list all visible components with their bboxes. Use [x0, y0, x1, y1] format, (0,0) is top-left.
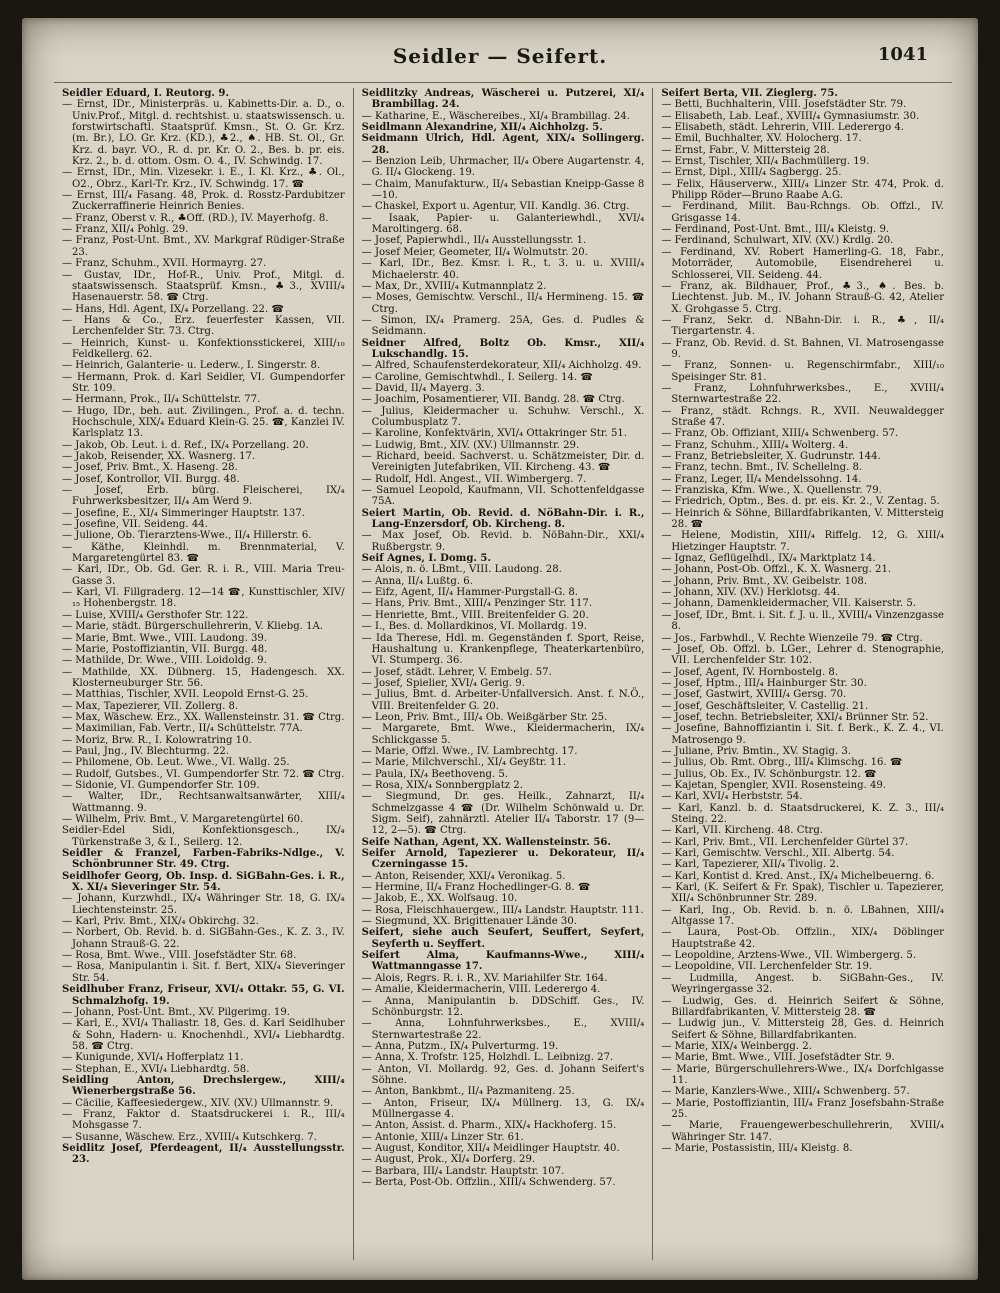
directory-entry: — Juliane, Priv. Bmtin., XV. Stagig. 3. — [661, 745, 852, 757]
directory-entry: — Samuel Leopold, Kaufmann, VII. Schottenfeldgasse 75A. — [361, 485, 645, 508]
directory-entry: — Marie, Postassistin, III/₄ Kleistg. 8. — [661, 1142, 853, 1154]
directory-entry: Seidling Anton, Drechslergew., XIII/₄ Wienerbergstraße 56. — [62, 1074, 345, 1098]
directory-entry: — Barbara, III/₄ Landstr. Hauptstr. 107. — [361, 1165, 565, 1177]
directory-entry: — Franz, Schuhm., XIII/₄ Wolterg. 4. — [661, 439, 849, 451]
directory-entry: — Hermann, Prok., II/₄ Schüttelstr. 77. — [62, 394, 261, 406]
directory-entry: — Josef Meier, Geometer, II/₄ Wolmutstr. 20. — [361, 246, 588, 258]
directory-entry: Seidmann Ulrich, Hdl. Agent, XIX/₄ Sollingerg. 28. — [361, 133, 645, 156]
directory-entry: — Josef, städt. Lehrer, V. Embelg. 57. — [361, 666, 552, 678]
column-3 — [652, 88, 952, 1260]
directory-entry: — Julius, Kleidermacher u. Schuhw. Verschl., X. Columbusplatz 7. — [361, 405, 645, 428]
directory-entry: — Johann, Post-Ob. Offzl., K. X. Wasnerg. 21. — [661, 564, 892, 576]
directory-entry: — Hans, Hdl. Agent, IX/₄ Porzellang. 22. ☎ — [62, 303, 284, 315]
directory-entry: — Jakob, Reisender, XX. Wasnerg. 17. — [62, 451, 256, 462]
directory-entry: — Anton, Reisender, XXI/₄ Veronikag. 5. — [361, 870, 566, 882]
directory-entry: — Max, Dr., XVIII/₄ Kutmannplatz 2. — [361, 280, 547, 292]
directory-entry: — Anna, Putzm., IX/₄ Pulverturmg. 19. — [361, 1040, 559, 1052]
directory-entry: — Heinrich, Galanterie- u. Lederw., I. Singerstr. 8. — [62, 360, 321, 372]
directory-entry: — Ludwig, Bmt., XIV. (XV.) Ullmannstr. 29. — [361, 439, 580, 451]
directory-entry: — Ferdinand, XV. Robert Hamerling-G. 18, Fabr., Motorräder, Automobile, Eisendreherei u. Schlosserei, VII. Seideng. 44. — [661, 246, 945, 281]
directory-entry: — Franz, Leger, II/₄ Mendelssohng. 14. — [661, 473, 862, 485]
directory-entry: — Elisabeth, Lab. Leaf., XVIII/₄ Gymnasiumstr. 30. — [661, 110, 920, 122]
directory-entry: — Benzion Leib, Uhrmacher, II/₄ Obere Augartenstr. 4, G. II/₄ Glockeng. 19. — [361, 156, 645, 179]
directory-entry: — Moriz, Brw. R., I. Kolowratring 10. — [62, 734, 252, 746]
directory-entry: — Hans, Priv. Bmt., XIII/₄ Penzinger Str. 117. — [361, 598, 593, 610]
directory-entry: — Ernst, Tischler, XII/₄ Bachmüllerg. 19. — [661, 156, 870, 168]
directory-entry: — Josef, Kontrollor, VII. Burgg. 48. — [62, 473, 240, 485]
directory-entry: — I., Bes. d. Mollardkinos, VI. Mollardg. 19. — [361, 621, 587, 633]
directory-entry: — Isaak, Papier- u. Galanteriewhdl., XVI/₄ Maroltingerg. 68. — [361, 212, 645, 236]
directory-entry: Seidler Eduard, I. Reutorg. 9. — [62, 88, 229, 99]
directory-entry: — Julius, Bmt. d. Arbeiter-Unfallversich. Anst. f. N.Ö., VIII. Breitenfelder G. 20. — [361, 689, 645, 712]
directory-entry: — Franz, Oberst v. R., ♣Off. (RD.), IV. Mayerhofg. 8. — [62, 212, 329, 224]
directory-entry: — Josef, techn. Betriebsleiter, XXI/₄ Brünner Str. 52. — [661, 711, 929, 723]
directory-entry: — Franz, ak. Bildhauer, Prof., ♣3., ♠. Bes. b. Liechtenst. Jub. M., IV. Johann Strauß-G. 42, Atelier X. Grohgasse 5. Ctrg. — [661, 280, 945, 315]
directory-entry: — Josef, IDr., Bmt. i. Sit. f. J. u. ll., XVIII/₄ Vinzenzgasse 8. — [661, 609, 945, 633]
directory-entry: — Alfred, Schaufensterdekorateur, XII/₄ Aichholzg. 49. — [361, 360, 642, 372]
directory-entry: — Johann, Damenkleidermacher, VII. Kaiserstr. 5. — [661, 598, 916, 610]
directory-entry: — Marie, Postoffiziantin, III/₄ Franz Josefsbahn-Straße 25. — [661, 1097, 945, 1120]
directory-entry: — Mathilde, XX. Dübnerg. 15, Hadengesch. XX. Klosterneuburger Str. 56. — [62, 666, 345, 689]
directory-entry: — Walter, IDr., Rechtsanwaltsanwärter, XIII/₄ Wattmanng. 9. — [62, 791, 345, 814]
directory-entry: — Hugo, IDr., beh. aut. Zivilingen., Prof. a. d. techn. Hochschule, XIX/₄ Eduard Klein-G. 25. ☎, Kanzlei IV. Karlsplatz 13. — [62, 405, 345, 440]
directory-entry: Seidner Alfred, Boltz Ob. Kmsr., XII/₄ Lukschandlg. 15. — [361, 337, 645, 360]
directory-entry: — Anton, Friseur, IX/₄ Müllnerg. 13, G. IX/₄ Müllnergasse 4. — [361, 1097, 645, 1120]
directory-entry: — Anton, Assist. d. Pharm., XIX/₄ Hackhoferg. 15. — [361, 1120, 617, 1132]
directory-entry: — Chaskel, Export u. Agentur, VII. Kandlg. 36. Ctrg. — [361, 201, 630, 213]
directory-entry: — Johann, XIV. (XV.) Herklotsg. 44. — [661, 587, 841, 599]
directory-entry: — Betti, Buchhalterin, VIII. Josefstädter Str. 79. — [661, 99, 907, 111]
directory-entry: — Franz, Lohnfuhrwerksbes., E., XVIII/₄ Sternwartestraße 22. — [661, 382, 945, 406]
directory-entry: — Mathilde, Dr. Wwe., VIII. Loidoldg. 9. — [62, 655, 267, 667]
directory-entry: — Jakob, E., XX. Wolfsaug. 10. — [361, 893, 518, 905]
directory-entry: — Josefine, E., XI/₄ Simmeringer Hauptstr. 137. — [62, 507, 305, 519]
directory-entry: — Karl, Ing., Ob. Revid. b. n. ö. LBahnen, XIII/₄ Altgasse 17. — [661, 904, 945, 928]
directory-entry: — Hans & Co., Erz. feuerfester Kassen, VII. Lerchenfelder Str. 73. Ctrg. — [62, 314, 345, 338]
directory-entry: — Sidonie, VI. Gumpendorfer Str. 109. — [62, 779, 260, 791]
directory-entry: — Siegmund, XX. Brigittenauer Lände 30. — [361, 916, 577, 928]
directory-entry: — Karl, Kanzl. b. d. Staatsdruckerei, K. Z. 3., III/₄ Steing. 22. — [661, 802, 945, 825]
directory-entry: — Ferdinand, Schulwart, XIV. (XV.) Krdlg. 20. — [661, 235, 894, 247]
directory-entry: — Marie, Offzl. Wwe., IV. Lambrechtg. 17. — [361, 745, 578, 757]
directory-entry: — Käthe, Kleinhdl. m. Brennmaterial, V. Margaretengürtel 83. ☎ — [62, 541, 345, 565]
directory-entry: — Richard, beeid. Sachverst. u. Schätzmeister, Dir. d. Vereinigten Jutefabriken, VII. Kircheng. 43. ☎ — [361, 451, 645, 474]
directory-entry: — Karl, VII. Kircheng. 48. Ctrg. — [661, 825, 823, 837]
directory-entry: — Josef, Hptm., III/₄ Hainburger Str. 30. — [661, 677, 867, 689]
directory-entry: — Philomene, Ob. Leut. Wwe., VI. Wallg. 25. — [62, 757, 290, 769]
directory-entry: Seifert Berta, VII. Zieglerg. 75. — [661, 88, 838, 99]
directory-entry: — Cäcilie, Kaffeesiedergew., XIV. (XV.) Ullmannstr. 9. — [62, 1097, 334, 1109]
column-1 — [54, 88, 353, 1260]
directory-entry: Seidler & Franzel, Farben-Fabriks-Ndlge., V. Schönbrunner Str. 49. Ctrg. — [62, 848, 345, 871]
directory-entry: — Franz, Schuhm., XVII. Hormayrg. 27. — [62, 258, 267, 270]
directory-entry: — Josef, Priv. Bmt., X. Haseng. 28. — [62, 462, 238, 474]
directory-entry: — Alois, n. ö. LBmt., VIII. Laudong. 28. — [361, 564, 562, 576]
directory-entry: Seifert, siehe auch Seufert, Seuffert, Seyfert, Seyferth u. Seyffert. — [361, 927, 645, 950]
directory-entry: Seife Nathan, Agent, XX. Wallensteinstr. 56. — [361, 836, 611, 848]
directory-entry: — Hermann, Prok. d. Karl Seidler, VI. Gumpendorfer Str. 109. — [62, 371, 345, 394]
directory-entry: — Amalie, Kleidermacherin, VIII. Lederergo 4. — [361, 984, 601, 996]
directory-entry: — Katharine, E., Wäschereibes., XI/₄ Brambillag. 24. — [361, 110, 630, 122]
directory-entry: — Marie, Milchverschl., XI/₄ Geyßtr. 11. — [361, 757, 566, 769]
directory-entry: — Josef, Papierwhdl., II/₄ Ausstellungsstr. 1. — [361, 235, 587, 247]
directory-entry: — Stephan, E., XVI/₄ Liebhardtg. 58. — [62, 1063, 250, 1075]
directory-entry: — Ferdinand, Milit. Bau-Rchngs. Ob. Offzl., IV. Grisgasse 14. — [661, 201, 945, 224]
directory-entry: — Emil, Buchhalter, XV. Holocherg. 17. — [661, 133, 862, 145]
directory-entry: — Johann, Priv. Bmt., XV. Geibelstr. 108. — [661, 575, 868, 587]
directory-entry: — Paul, Jng., IV. Blechturmg. 22. — [62, 745, 230, 757]
directory-entry: — Jakob, Ob. Leut. i. d. Ref., IX/₄ Porzellang. 20. — [62, 439, 309, 451]
directory-entry: — Wilhelm, Priv. Bmt., V. Margaretengürtel 60. — [62, 814, 304, 825]
directory-entry: — Heinrich, Kunst- u. Konfektionsstickerei, XIII/₁₀ Feldkellerg. 62. — [62, 337, 345, 360]
directory-entry: — Friedrich, Optm., Bes. d. pr. eis. Kr. 2., V. Zentag. 5. — [661, 496, 940, 508]
directory-entry: — Franz, Sekr. d. NBahn-Dir. i. R., ♣, II/₄ Tiergartenstr. 4. — [661, 314, 945, 338]
directory-entry: Seiert Martin, Ob. Revid. d. NöBahn-Dir. i. R., Lang-Enzersdorf, Ob. Kircheng. 8. — [361, 507, 645, 531]
directory-entry: — Anna, II/₄ Lußtg. 6. — [361, 575, 473, 587]
directory-entry: — Marie, Bmt. Wwe., VIII. Josefstädter Str. 9. — [661, 1052, 895, 1064]
directory-entry: — Ferdinand, Post-Unt. Bmt., III/₄ Kleistg. 9. — [661, 224, 890, 236]
directory-entry: — Kunigunde, XVI/₄ Hofferplatz 11. — [62, 1052, 244, 1064]
directory-entry: — Ernst, Dipl., XIII/₄ Sagbergg. 25. — [661, 167, 842, 179]
directory-entry: — Ignaz, Geflügelhdl., IX/₄ Marktplatz 14. — [661, 553, 876, 565]
directory-entry: — Karl, Priv. Bmt., XIX/₄ Obkirchg. 32. — [62, 916, 259, 928]
directory-entry: — Leopoldine, Arztens-Wwe., VII. Wimbergerg. 5. — [661, 950, 917, 962]
directory-entry: — Franz, XII/₄ Pohlg. 29. — [62, 224, 189, 236]
directory-entry: — Karl, IDr., Bez. Kmsr. i. R., t. 3. u. u. XVIII/₄ Michaelerstr. 40. — [361, 258, 645, 281]
directory-entry: — Marie, Bürgerschullehrers-Wwe., IX/₄ Dorfchlgasse 11. — [661, 1063, 945, 1086]
directory-entry: — August, Prok., XI/₄ Dorferg. 29. — [361, 1154, 536, 1166]
directory-entry: — Ludmilla, Angest. b. SiGBahn-Ges., IV. Weyringergasse 32. — [661, 972, 945, 996]
directory-entry: — August, Konditor, XII/₄ Meidlinger Hauptstr. 40. — [361, 1142, 620, 1154]
directory-entry: — Siegmund, Dr. ges. Heilk., Zahnarzt, II/₄ Schmelzgasse 4 ☎ (Dr. Wilhelm Schönwald u. Dr. Sigm. Seif), zahnärztl. Atelier II/₄ Taborstr. 17 (9—12, 2—5). ☎ Ctrg. — [361, 791, 645, 837]
directory-entry: — Marie, Frauengewerbeschullehrerin, XVIII/₄ Währinger Str. 147. — [661, 1120, 945, 1143]
directory-entry: — Josefine, VII. Seideng. 44. — [62, 519, 208, 531]
directory-entry: — Max, Tapezierer, VII. Zollerg. 8. — [62, 700, 239, 712]
directory-entry: — Ernst, III/₄ Fasang. 48, Prok. d. Rosstz-Pardubitzer Zuckerraffinerie Heinrich Benies. — [62, 190, 345, 213]
directory-entry: — Karoline, Konfektvärin, XVI/₄ Ottakringer Str. 51. — [361, 428, 628, 440]
directory-entry: — Rudolf, Hdl. Angest., VII. Wimbergerg. 7. — [361, 473, 587, 485]
directory-entry: — Rosa, Fleischhauergew., III/₄ Landstr. Hauptstr. 111. — [361, 904, 644, 916]
directory-entry: Seidlhuber Franz, Friseur, XVI/₄ Ottakr. 55, G. VI. Schmalzhofg. 19. — [62, 984, 345, 1007]
page-number: 1041 — [877, 44, 928, 65]
directory-entry: — Anton, VI. Mollardg. 92, Ges. d. Johann Seifert's Söhne. — [361, 1063, 645, 1086]
directory-entry: — Josef, Ob. Offzl. b. LGer., Lehrer d. Stenographie, VII. Lerchenfelder Str. 102. — [661, 643, 945, 667]
directory-entry: — Max, Wäschew. Erz., XX. Wallensteinstr. 31. ☎ Ctrg. — [62, 711, 345, 723]
directory-entry: — Margarete, Bmt. Wwe., Kleidermacherin, IX/₄ Schlickgasse 5. — [361, 723, 645, 746]
directory-entry: — Felix, Häuserverw., XIII/₄ Linzer Str. 474, Prok. d. Philipp Röder—Bruno Raabe A.G. — [661, 178, 945, 202]
directory-entry: — Norbert, Ob. Revid. b. d. SiGBahn-Ges., K. Z. 3., IV. Johann Strauß-G. 22. — [62, 927, 345, 950]
directory-entry: — Johann, Kurzwhdl., IX/₄ Währinger Str. 18, G. IX/₄ Liechtensteinstr. 25. — [62, 893, 345, 916]
directory-entry: — Franziska, Kfm. Wwe., X. Quellenstr. 79. — [661, 485, 882, 497]
directory-entry: — Alois, Regrs. R. i. R., XV. Mariahilfer Str. 164. — [361, 972, 608, 984]
directory-entry: — Chaim, Manufakturw., II/₄ Sebastian Kneipp-Gasse 8—10. — [361, 178, 645, 202]
directory-entry: — Helene, Modistin, XIII/₄ Riffelg. 12, G. XIII/₄ Hietzinger Hauptstr. 7. — [661, 530, 945, 553]
directory-entry: — Karl, (K. Seifert & Fr. Spak), Tischler u. Tapezierer, XII/₄ Schönbrunner Str. 289. — [661, 882, 945, 905]
directory-entry: Seidler-Edel Sidi, Konfektionsgesch., IX/₄ Türkenstraße 3, & I., Seilerg. 12. — [62, 825, 345, 848]
directory-entry: — Anna, Lohnfuhrwerksbes., E., XVIII/₄ Sternwartestraße 22. — [361, 1018, 645, 1041]
directory-entry: — Marie, Kanzlers-Wwe., XIII/₄ Schwenberg. 57. — [661, 1086, 910, 1098]
directory-entry: — Karl, VI. Fillgraderg. 12—14 ☎, Kunsttischler, XIV/₁₅ Hohenbergstr. 18. — [62, 587, 345, 610]
directory-entry: — Matthias, Tischler, XVII. Leopold Ernst-G. 25. — [62, 689, 309, 701]
directory-entry: — Josef, Gastwirt, XVIII/₄ Gersg. 70. — [661, 689, 847, 701]
directory-entry: — Marie, Postoffiziantin, VII. Burgg. 48. — [62, 643, 268, 655]
directory-entry: — Eifz, Agent, II/₄ Hammer-Purgstall-G. 8. — [361, 587, 578, 599]
directory-entry: — Julione, Ob. Tierarztens-Wwe., II/₄ Hillerstr. 6. — [62, 530, 312, 542]
directory-entry: — Kajetan, Spengler, XVII. Rosensteing. 49. — [661, 779, 887, 791]
directory-entry: — Simon, IX/₄ Pramerg. 25A, Ges. d. Pudles & Seidmann. — [361, 314, 645, 338]
directory-entry: — Jos., Farbwhdl., V. Rechte Wienzeile 79. ☎ Ctrg. — [661, 632, 923, 644]
directory-entry: — Hermine, II/₄ Franz Hochedlinger-G. 8. ☎ — [361, 882, 591, 894]
directory-entry: — Josef, Spielier, XVI/₄ Gerig. 9. — [361, 677, 525, 689]
directory-entry: Seidlitz Josef, Pferdeagent, II/₄ Ausstellungsstr. 23. — [62, 1142, 345, 1166]
directory-entry: — Laura, Post-Ob. Offzlin., XIX/₄ Döblinger Hauptstraße 42. — [661, 927, 945, 950]
directory-entry: Seif Agnes, I. Domg. 5. — [361, 553, 491, 565]
directory-entry: — Johann, Post-Unt. Bmt., XV. Pilgerimg. 19. — [62, 1006, 290, 1018]
directory-entry: — Rosa, Manipulantin i. Sit. f. Bert, XIX/₄ Sieveringer Str. 54. — [62, 961, 345, 984]
directory-entry: — Ernst, IDr., Ministerpräs. u. Kabinetts-Dir. a. D., o. Univ.Prof., Mitgl. d. rechtshist. u. staatswissensch. u. forstwirtschaftl. Staatsprüf. Kmsn., St. O. Gr. Krz. (m. Br.), LO. Gr. Krz. (KD.), ♣2., ♠. HB. St. Ol., Gr. Krz. d. bayr. VO., R. d. pr. Kr. O. 2., Bes. b. pr. eis. Krz. 2., b. d. ottom. Osm. O. 4., IV. Schwindg. 17. — [62, 99, 345, 168]
directory-entry: — Karl, Gemischtw. Verschl., XII. Albertg. 54. — [661, 848, 895, 860]
directory-entry: — Karl, E., XVI/₄ Thaliastr. 18, Ges. d. Karl Seidlhuber & Sohn, Hadern- u. Knochenhdl., XVI/₄ Liebhardtg. 58. ☎ Ctrg. — [62, 1018, 345, 1052]
directory-entry: Seidlmann Alexandrine, XII/₄ Aichholzg. 5. — [361, 122, 603, 134]
directory-entry: — Rosa, XIX/₄ Sonnbergplatz 2. — [361, 779, 523, 791]
directory-entry: Seifer Arnold, Tapezierer u. Dekorateur, II/₄ Czerningasse 15. — [361, 848, 645, 871]
directory-entry: — Caroline, Gemischtwhdl., I. Seilerg. 14. ☎ — [361, 371, 593, 383]
directory-entry: — Susanne, Wäschew. Erz., XVIII/₄ Kutschkerg. 7. — [62, 1131, 317, 1143]
directory-entry: — Karl, Priv. Bmt., VII. Lerchenfelder Gürtel 37. — [661, 836, 909, 848]
column-2 — [353, 88, 653, 1260]
directory-entry: — Franz, Ob. Offiziant, XIII/₄ Schwenberg. 57. — [661, 428, 899, 440]
directory-entry: — Josefine, Bahnoffiziantin i. Sit. f. Berk., K. Z. 4., VI. Matrosengo 9. — [661, 723, 945, 746]
directory-entry: — Heinrich & Söhne, Billardfabrikanten, V. Mittersteig 28. ☎ — [661, 507, 945, 531]
directory-entry: Seidlhofer Georg, Ob. Insp. d. SiGBahn-Ges. i. R., X. XI/₄ Sieveringer Str. 54. — [62, 870, 345, 894]
directory-entry: — Anton, Bankbmt., II/₄ Pazmaniteng. 25. — [361, 1086, 575, 1098]
directory-entry: — Karl, XVI/₄ Herbststr. 54. — [661, 791, 803, 803]
header-rule — [54, 82, 952, 83]
directory-entry: — Ludwig, Ges. d. Heinrich Seifert & Söhne, Billardfabrikanten, V. Mittersteig 28. ☎ — [661, 995, 945, 1018]
directory-entry: — Franz, Betriebsleiter, X. Gudrunstr. 144. — [661, 451, 881, 462]
directory-entry: — Antonie, XIII/₄ Linzer Str. 61. — [361, 1131, 524, 1143]
directory-entry: — Leon, Priv. Bmt., III/₄ Ob. Weißgärber Str. 25. — [361, 711, 608, 723]
directory-entry: — Franz, Ob. Revid. d. St. Bahnen, VI. Matrosengasse 9. — [661, 337, 945, 360]
directory-entry: — Franz, Sonnen- u. Regenschirmfabr., XIII/₁₀ Speisinger Str. 81. — [661, 360, 945, 383]
directory-entry: — Henriette, Bmt., VIII. Breitenfelder G. 20. — [361, 609, 589, 621]
directory-entry: — Ludwig jun., V. Mittersteig 28, Ges. d. Heinrich Seifert & Söhne, Billardfabrikanten. — [661, 1018, 945, 1041]
page-header — [22, 44, 978, 74]
directory-entry: — Josef, Erb. bürg. Fleischerei, IX/₄ Fuhrwerksbesitzer, II/₄ Am Werd 9. — [62, 485, 345, 508]
directory-entry: — Franz, techn. Bmt., IV. Schellelng. 8. — [661, 462, 863, 474]
directory-entry: — Karl, Kontist d. Kred. Anst., IX/₄ Michelbeuerng. 6. — [661, 870, 935, 882]
directory-entry: — Moses, Gemischtw. Verschl., II/₄ Hermineng. 15. ☎ Ctrg. — [361, 292, 645, 315]
directory-entry: — Leopoldine, VII. Lerchenfelder Str. 19. — [661, 961, 873, 973]
directory-entry: — Anna, Manipulantin b. DDSchiff. Ges., IV. Schönburgstr. 12. — [361, 995, 645, 1018]
columns-container — [54, 88, 952, 1260]
directory-entry: — Joachim, Posamentierer, VII. Bandg. 28. ☎ Ctrg. — [361, 394, 625, 406]
directory-entry: Seifert Alma, Kaufmanns-Wwe., XIII/₄ Wattmanngasse 17. — [361, 950, 645, 973]
directory-entry: — Ernst, Fabr., V. Mittersteig 28. — [661, 144, 830, 156]
directory-entry: — Karl, IDr., Ob. Gd. Ger. R. i. R., VIII. Maria Treu-Gasse 3. — [62, 564, 345, 587]
directory-entry: — Berta, Post-Ob. Offzlin., XIII/₄ Schwenderg. 57. — [361, 1177, 616, 1188]
directory-entry: — Gustav, IDr., Hof-R., Univ. Prof., Mitgl. d. staatswissensch. Staatsprüf. Kmsn., ♣3., XVIII/₄ Hasenauerstr. 58. ☎ Ctrg. — [62, 269, 345, 304]
directory-entry: — Anna, X. Trofstr. 125, Holzhdl. L. Leibnizg. 27. — [361, 1052, 614, 1064]
directory-entry: — Maximilian, Fab. Vertr., II/₄ Schüttelstr. 77A. — [62, 723, 303, 735]
directory-entry: — Paula, IX/₄ Beethoveng. 5. — [361, 768, 509, 780]
directory-entry: — Karl, Tapezierer, XII/₄ Tivolig. 2. — [661, 859, 840, 871]
directory-entry: — Elisabeth, städt. Lehrerin, VIII. Lederergo 4. — [661, 122, 904, 134]
directory-entry: — Rosa, Bmt. Wwe., VIII. Josefstädter Str. 68. — [62, 950, 297, 962]
directory-entry: — Rudolf, Gutsbes., VI. Gumpendorfer Str. 72. ☎ Ctrg. — [62, 768, 345, 780]
directory-entry: — Franz, städt. Rchngs. R., XVII. Neuwaldegger Straße 47. — [661, 405, 945, 428]
directory-entry: — Ernst, IDr., Min. Vizesekr. i. E., I. Kl. Krz., ♣. Ol., O2., Obrz., Karl-Tr. Krz., IV. Schwindg. 17. ☎ — [62, 167, 345, 190]
directory-entry: — Max Josef, Ob. Revid. b. NöBahn-Dir., XXI/₄ Rußbergstr. 9. — [361, 530, 645, 553]
directory-entry: — Josef, Agent, IV. Hornbostelg. 8. — [661, 666, 839, 678]
directory-entry: — Luise, XVIII/₄ Gersthofer Str. 122. — [62, 609, 249, 621]
directory-entry: Seidlitzky Andreas, Wäscherei u. Putzerei, XI/₄ Brambillag. 24. — [361, 88, 645, 111]
directory-entry: — Franz, Faktor d. Staatsdruckerei i. R., III/₄ Mohsgasse 7. — [62, 1108, 345, 1132]
directory-entry: — Julius, Ob. Rmt. Obrg., III/₄ Klimschg. 16. ☎ — [661, 757, 903, 769]
directory-entry: — Marie, Bmt. Wwe., VIII. Laudong. 39. — [62, 632, 268, 644]
directory-entry: — Marie, städt. Bürgerschullehrerin, V. Kliebg. 1A. — [62, 621, 323, 633]
directory-page — [22, 18, 978, 1280]
directory-entry: — Franz, Post-Unt. Bmt., XV. Markgraf Rüdiger-Straße 23. — [62, 235, 345, 258]
directory-entry: — David, II/₄ Mayerg. 3. — [361, 382, 485, 394]
directory-entry: — Ida Therese, Hdl. m. Gegenständen f. Sport, Reise, Haushaltung u. Krankenpflege, Theaterkartenbüro, VI. Stumperg. 36. — [361, 632, 645, 667]
running-head: Seidler — Seifert. — [392, 44, 608, 68]
directory-entry: — Julius, Ob. Ex., IV. Schönburgstr. 12. ☎ — [661, 768, 877, 780]
directory-entry: — Josef, Geschäftsleiter, V. Castellig. 21. — [661, 700, 869, 712]
directory-entry: — Marie, XIX/₄ Weinbergg. 2. — [661, 1040, 812, 1052]
